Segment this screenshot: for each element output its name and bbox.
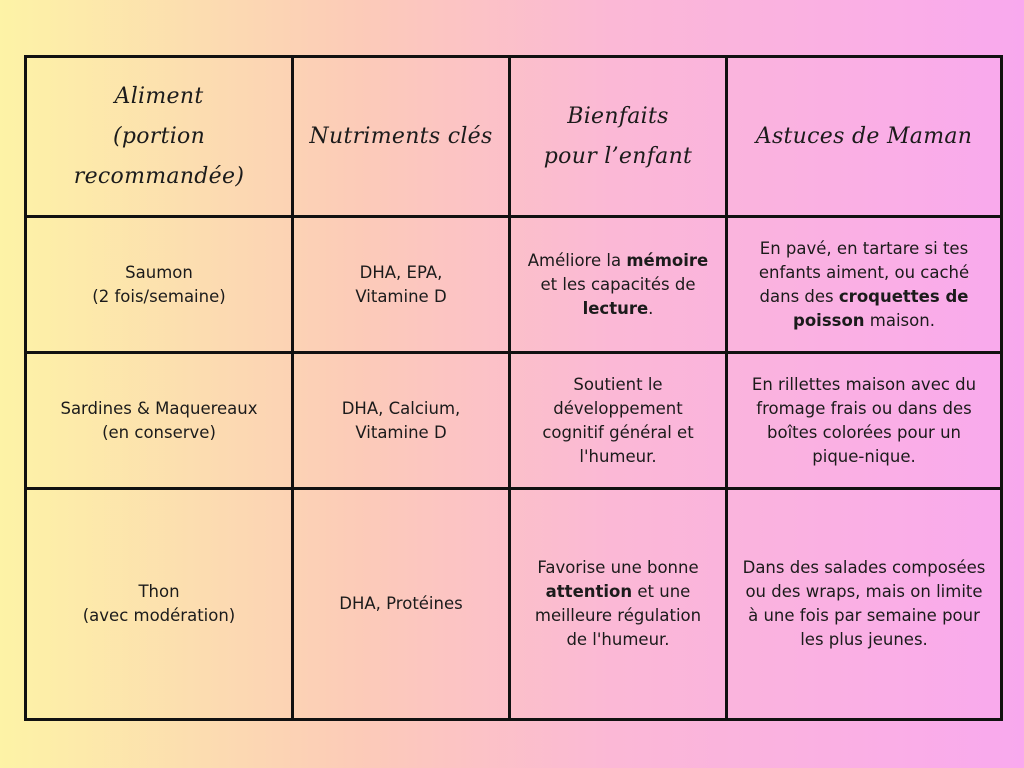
benefits-cell [510, 353, 727, 489]
nutrients-line: Vitamine D [355, 286, 447, 306]
table-row [26, 489, 1002, 720]
benefits-text: . [648, 298, 654, 318]
benefits-text: Améliore la [527, 250, 627, 270]
benefits-highlight: lecture [582, 298, 649, 318]
tips-text: maison. [864, 310, 935, 330]
header-food-portion: (portion recommandée) [73, 123, 245, 189]
nutrients-line: Vitamine D [355, 422, 447, 442]
food-cell [26, 217, 293, 353]
header-food-title: Aliment [114, 83, 204, 109]
food-name: Sardines & Maquereaux [60, 398, 258, 418]
nutrients-line: DHA, Calcium, [341, 398, 461, 418]
food-portion: (en conserve) [102, 422, 216, 442]
nutrients-cell [293, 353, 510, 489]
nutrients-cell [293, 217, 510, 353]
food-name: Thon [138, 582, 180, 601]
header-benefits-line1: Bienfaits [567, 103, 669, 129]
food-portion: (2 fois/semaine) [92, 286, 226, 306]
nutrients-line: DHA, Protéines [339, 594, 463, 613]
benefits-cell [510, 489, 727, 720]
nutrients-line: DHA, EPA, [359, 262, 443, 282]
food-cell [26, 489, 293, 720]
table-row [26, 353, 1002, 489]
header-tips [727, 57, 1002, 217]
header-tips-title: Astuces de Maman [755, 123, 973, 149]
tips-text: En pavé, en tartare si tes enfants aiment, ou caché dans des [758, 238, 970, 306]
header-nutrients-title: Nutriments clés [309, 123, 493, 149]
tips-cell [727, 353, 1002, 489]
benefits-text: et les capacités de [540, 274, 696, 294]
header-nutrients [293, 57, 510, 217]
benefits-highlight: attention [545, 582, 633, 601]
tips-cell [727, 489, 1002, 720]
benefits-text: Favorise une bonne [537, 558, 699, 577]
tips-highlight: croquettes de poisson [793, 286, 969, 330]
tips-cell [727, 217, 1002, 353]
nutrients-cell [293, 489, 510, 720]
food-cell [26, 353, 293, 489]
benefits-text: et une meilleure régulation de l'humeur. [534, 582, 702, 649]
food-name: Saumon [125, 262, 193, 282]
header-food [26, 57, 293, 217]
food-portion: (avec modération) [82, 606, 236, 625]
tips-text: Dans des salades composées ou des wraps, mais on limite à une fois par semaine pour les plus jeunes. [742, 558, 986, 649]
nutrition-table [24, 55, 1003, 721]
header-benefits-line2: pour l’enfant [543, 143, 693, 169]
benefits-cell [510, 217, 727, 353]
table-header-row [26, 57, 1002, 217]
benefits-highlight: mémoire [626, 250, 709, 270]
table-row [26, 217, 1002, 353]
header-benefits [510, 57, 727, 217]
benefits-text: Soutient le développement cognitif général et l'humeur. [542, 374, 694, 466]
tips-text: En rillettes maison avec du fromage frais ou dans des boîtes colorées pour un pique-nique. [751, 374, 977, 466]
